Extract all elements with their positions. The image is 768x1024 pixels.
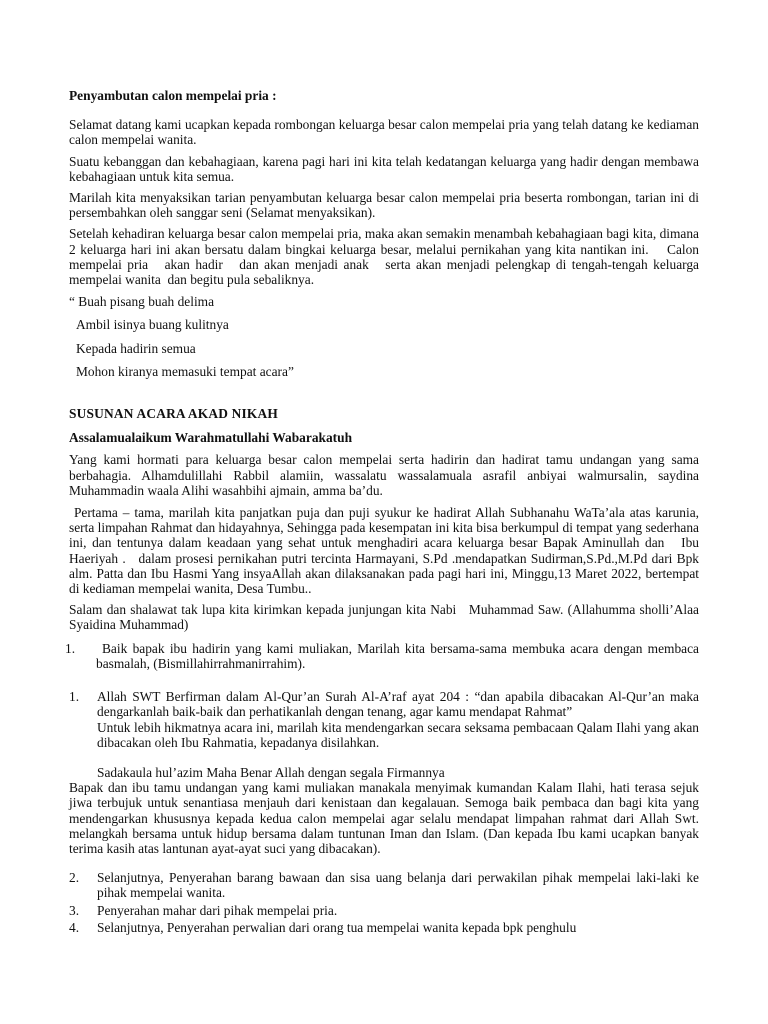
welcome-paragraph-2: Suatu kebanggan dan kebahagiaan, karena pagi hari ini kita telah kedatangan keluarga yang hadir dengan membawa kebahagiaan untuk kita semua. <box>69 153 699 184</box>
list-item-number: 1. <box>65 640 76 656</box>
list-item-text: Allah SWT Berfirman dalam Al-Qur’an Surah Al-A’raf ayat 204 : “dan apabila dibacakan Al-Qur’an maka dengarkanlah baik-baik dan perhatikanlah dengan tenang, agar kamu mendapat Rahmat” <box>97 689 699 720</box>
welcome-paragraph-1: Selamat datang kami ucapkan kepada rombongan keluarga besar calon mempelai pria yang telah datang ke kediaman calon mempelai wanita. <box>69 117 699 148</box>
welcome-paragraph-4: Setelah kehadiran keluarga besar calon mempelai pria, maka akan semakin menambah kebahagiaan bagi kita, dimana 2 keluarga hari ini akan bersatu dalam bingkai keluarga besar, melalui pernikahan yang kita nantikan ini. Calon mempelai pria akan hadir dan akan menjadi anak serta akan menjadi pelengkap di tengah-tengah keluarga mempelai wanita dan begitu pula sebaliknya. <box>69 226 713 288</box>
list-item-number: 2. <box>69 870 80 886</box>
list-item <box>69 870 699 900</box>
list-item <box>69 903 699 918</box>
list-item-subtext: Untuk lebih hikmatnya acara ini, marilah kita mendengarkan secara seksama pembacaan Qalam Ilahi yang akan dibacakan oleh Ibu Rahmatia, kepadanya disilahkan. <box>97 719 699 750</box>
closing-paragraph: Bapak dan ibu tamu undangan yang kami muliakan manakala menyimak kumandan Kalam Ilahi, hati terasa sejuk jiwa terbujuk untuk senantiasa menjauh dari kenistaan dan kegalauan. Semoga baik pembaca dan bagi kita yang mendengarkan khususnya kepada kedua calon mempelai agar selalu mendapat limpahan rahmat dari Allah Swt. melangkah bersama untuk hidup bersama dalam tuntunan Iman dan Islam. (Dan kepada Ibu kami ucapkan banyak terima kasih atas lantunan ayat-ayat suci yang dibacakan). <box>69 780 699 856</box>
list-item-number: 4. <box>69 919 80 935</box>
agenda-greeting: Assalamualaikum Warahmatullahi Wabarakatuh <box>69 430 353 446</box>
agenda-paragraph-1: Yang kami hormati para keluarga besar calon mempelai serta hadirin dan hadirat tamu undangan yang sama berbahagia. Alhamdulillahi Rabbil alamiin, wassalatu wassalamuala asrafil anbiyai walmursalin, saydina Muhammadin waala Alihi wasahbihi ajmain, amma ba’du. <box>69 452 699 498</box>
closing-line: Sadakaula hul’azim Maha Benar Allah dengan segala Firmannya <box>97 764 445 780</box>
list-item-text: Selanjutnya, Penyerahan barang bawaan dan sisa uang belanja dari perwakilan pihak mempelai laki-laki ke pihak mempelai wanita. <box>97 870 699 901</box>
list-item-text: Penyerahan mahar dari pihak mempelai pria. <box>97 902 338 918</box>
list-item-number: 3. <box>69 902 80 918</box>
agenda-paragraph-3: Salam dan shalawat tak lupa kita kirimkan kepada junjungan kita Nabi Muhammad Saw. (Allahumma sholli’Alaa Syaidina Muhammad) <box>69 602 703 633</box>
agenda-title: SUSUNAN ACARA AKAD NIKAH <box>69 406 279 422</box>
agenda-paragraph-2: Pertama – tama, marilah kita panjatkan puja dan puji syukur ke hadirat Allah Subhanahu WaTa’ala atas karunia, serta limpahan Rahmat dan hidayahnya, Sehingga pada kesempatan ini kita bisa berkumpul di tempat yang sederhana ini, dan tentunya dalam keadaan yang sehat untuk menghadiri acara keluarga besar Bapak Aminullah dan Ibu Haeriyah . dalam prosesi pernikahan putri tercinta Harmayani, S.Pd .mendapatkan Sudirman,S.Pd.,M.Pd dari Bpk alm. Patta dan Ibu Hasmi Yang insyaAllah akan dilaksanakan pada pagi hari ini, Minggu,13 Maret 2022, bertempat di kediaman mempelai wanita, Desa Tumbu.. <box>69 505 706 597</box>
welcome-paragraph-3: Marilah kita menyaksikan tarian penyambutan keluarga besar calon mempelai pria beserta rombongan, tarian ini di persembahkan oleh sanggar seni (Selamat menyaksikan). <box>69 190 699 221</box>
list-item-text: Baik bapak ibu hadirin yang kami muliakan, Marilah kita bersama-sama membuka acara dengan membaca basmalah, (Bismillahirrahmanirrahim). <box>96 640 699 671</box>
pantun-line-3: Kepada hadirin semua <box>76 340 196 356</box>
pantun-line-1: “ Buah pisang buah delima <box>69 294 215 310</box>
pantun-line-2: Ambil isinya buang kulitnya <box>76 317 229 333</box>
list-item-text: Selanjutnya, Penyerahan perwalian dari orang tua mempelai wanita kepada bpk penghulu <box>97 919 577 935</box>
list-item <box>69 920 699 935</box>
list-item <box>65 641 699 671</box>
list-item <box>69 689 699 750</box>
document-body <box>65 88 713 935</box>
welcome-title: Penyambutan calon mempelai pria : <box>69 88 277 103</box>
pantun-line-4: Mohon kiranya memasuki tempat acara” <box>76 363 294 379</box>
list-item-number: 1. <box>69 689 80 705</box>
